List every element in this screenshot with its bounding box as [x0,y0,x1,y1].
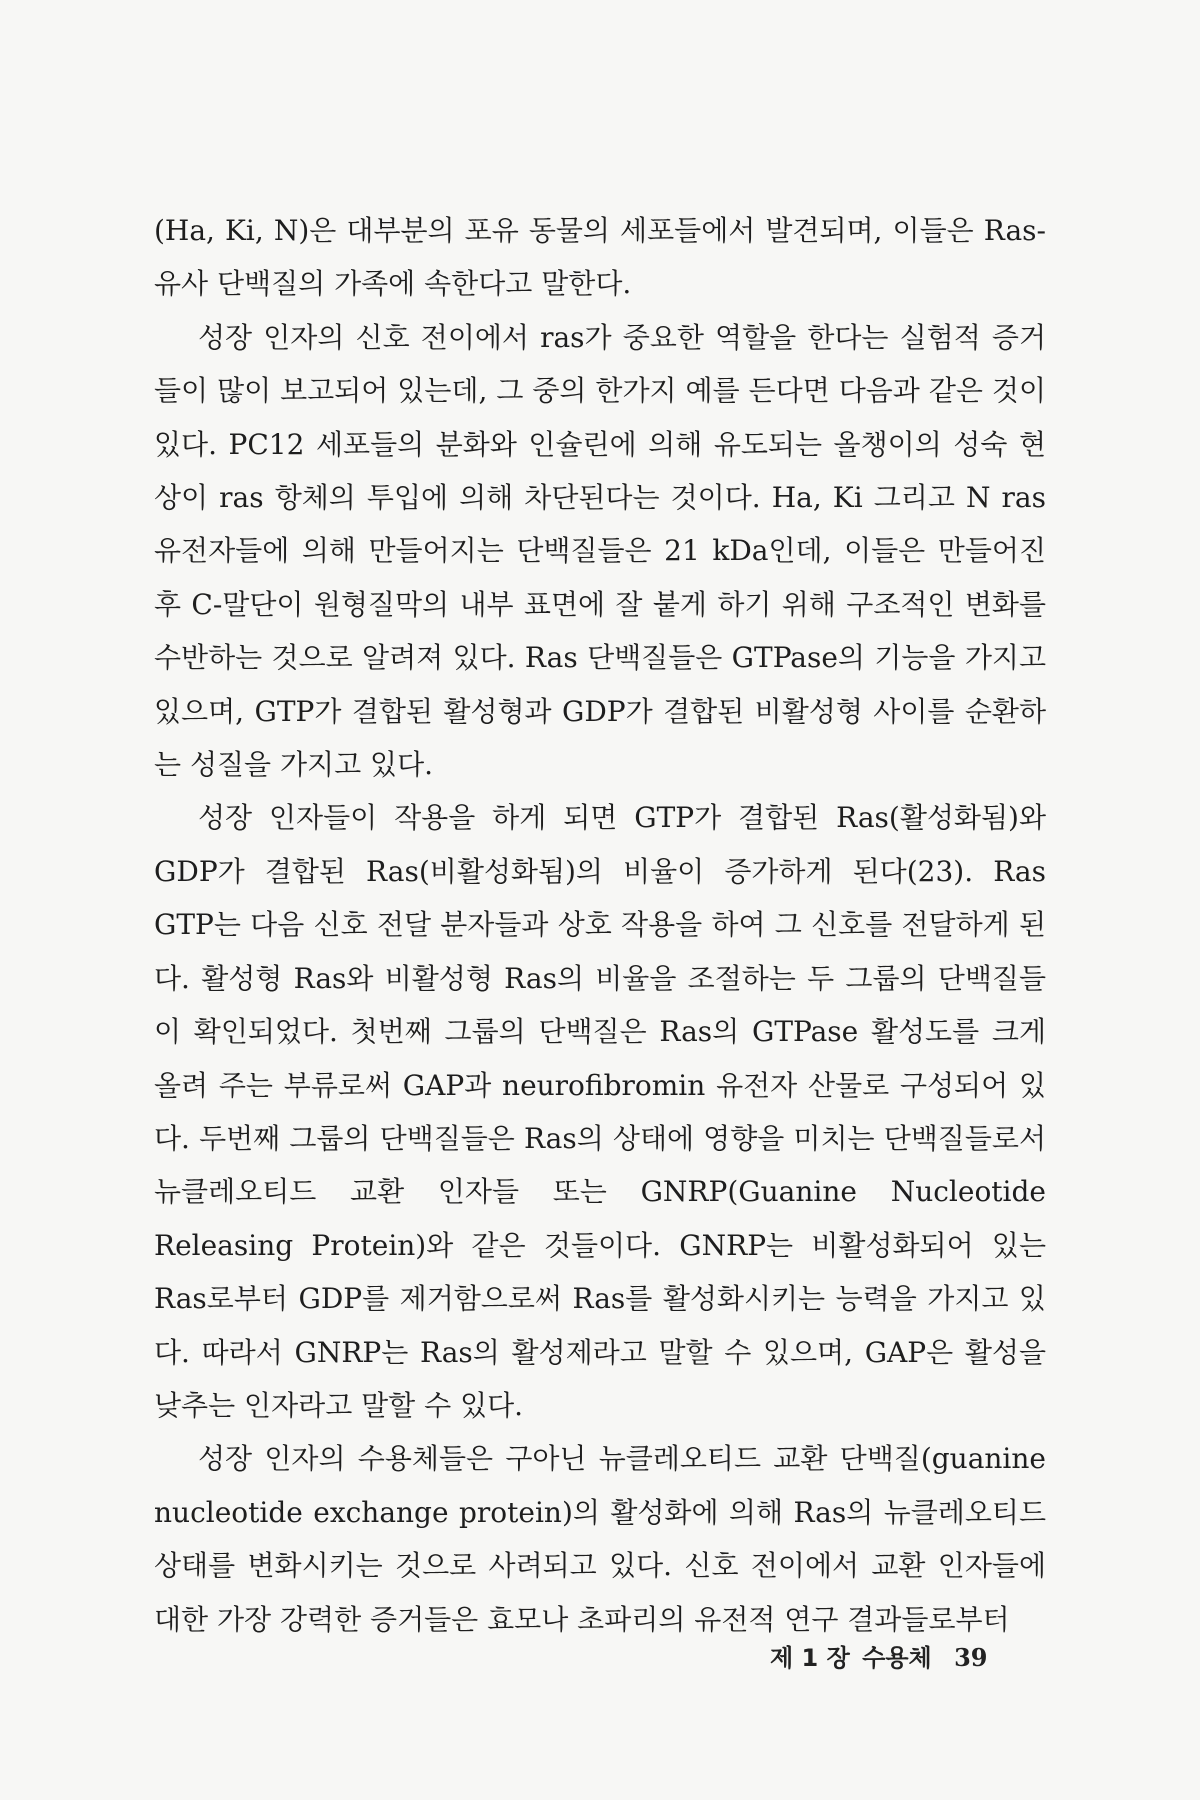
footer-section: 수용체 [862,1644,932,1672]
footer-chapter: 제 1 장 [770,1644,850,1672]
paragraph-4: 성장 인자의 수용체들은 구아닌 뉴클레오티드 교환 단백질(guanine nucleotide exchange protein)의 활성화에 의해 Ras의 뉴클레오티드 상태를 변화시키는 것으로 사려되고 있다. 신호 전이에서 교환 인자들에 대한 가장 강력한 증거들은 효모나 초파리의 유전적 연구 결과들로부터 [154,1442,1046,1636]
paragraph-2: 성장 인자의 신호 전이에서 ras가 중요한 역할을 한다는 실험적 증거들이 많이 보고되어 있는데, 그 중의 한가지 예를 든다면 다음과 같은 것이 있다. PC12 세포들의 분화와 인슐린에 의해 유도되는 올챙이의 성숙 현상이 ras 항체의 투입에 의해 차단된다는 것이다. Ha, Ki 그리고 N ras 유전자들에 의해 만들어지는 단백질들은 21 kDa인데, 이들은 만들어진 후 C-말단이 원형질막의 내부 표면에 잘 붙게 하기 위해 구조적인 변화를 수반하는 것으로 알려져 있다. Ras 단백질들은 GTPase의 기능을 가지고 있으며, GTP가 결합된 활성형과 GDP가 결합된 비활성형 사이를 순환하는 성질을 가지고 있다. [154,320,1046,782]
paragraph-1: (Ha, Ki, N)은 대부분의 포유 동물의 세포들에서 발견되며, 이들은 Ras-유사 단백질의 가족에 속한다고 말한다. [154,214,1046,301]
page-footer [770,1638,1010,1673]
body-text [154,204,1046,1646]
page-number: 39 [954,1643,988,1672]
paragraph-3: 성장 인자들이 작용을 하게 되면 GTP가 결합된 Ras(활성화됨)와 GDP가 결합된 Ras(비활성화됨)의 비율이 증가하게 된다(23). Ras GTP는 다음 신호 전달 분자들과 상호 작용을 하여 그 신호를 전달하게 된다. 활성형 Ras와 비활성형 Ras의 비율을 조절하는 두 그룹의 단백질들이 확인되었다. 첫번째 그룹의 단백질은 Ras의 GTPase 활성도를 크게 올려 주는 부류로써 GAP과 neurofibromin 유전자 산물로 구성되어 있다. 두번째 그룹의 단백질들은 Ras의 상태에 영향을 미치는 단백질들로서 뉴클레오티드 교환 인자들 또는 GNRP(Guanine Nucleotide Releasing Protein)와 같은 것들이다. GNRP는 비활성화되어 있는 Ras로부터 GDP를 제거함으로써 Ras를 활성화시키는 능력을 가지고 있다. 따라서 GNRP는 Ras의 활성제라고 말할 수 있으며, GAP은 활성을 낮추는 인자라고 말할 수 있다. [154,801,1046,1422]
